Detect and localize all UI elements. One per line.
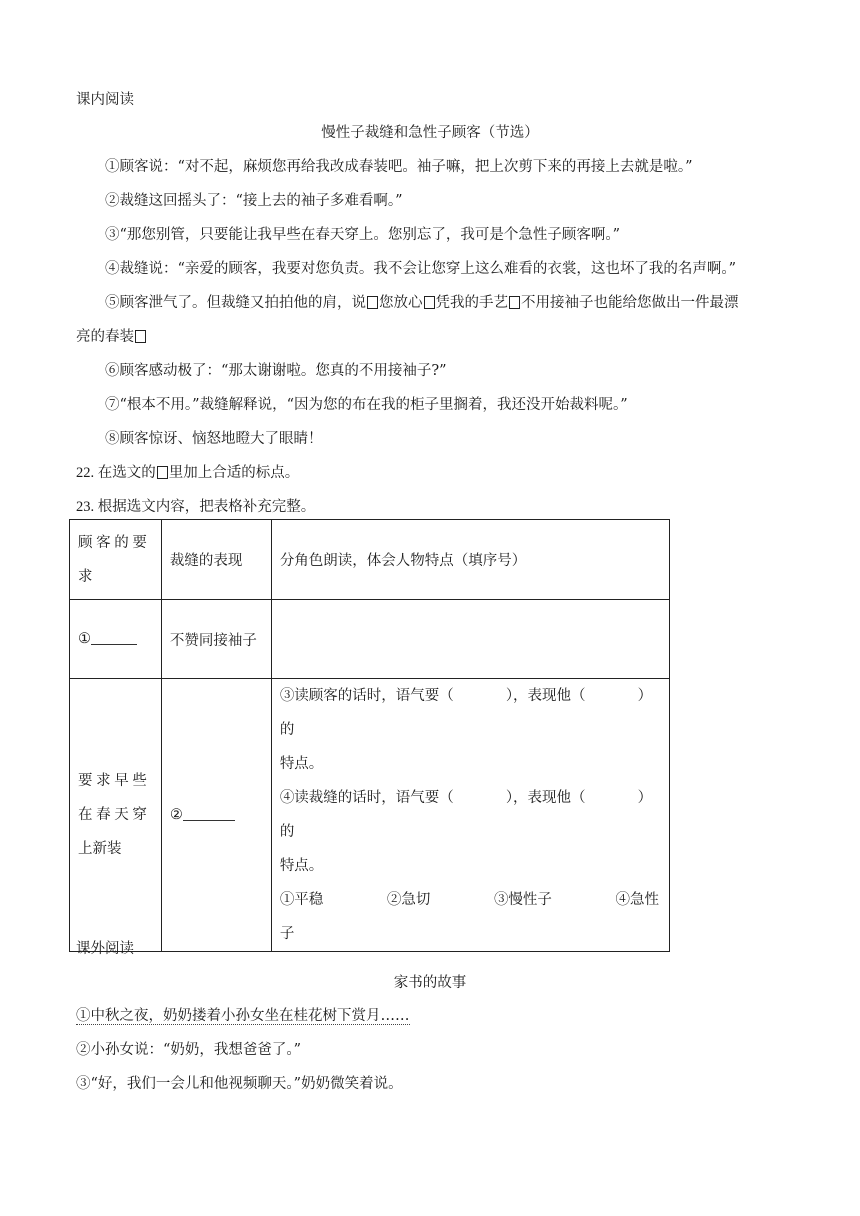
blank-box	[367, 296, 378, 309]
row2-request-cell: 要 求 早 些 在 春 天 穿 上新装	[70, 679, 162, 952]
passage-title: 慢性子裁缝和急性子顾客（节选）	[321, 125, 539, 141]
section-heading: 课内阅读	[76, 92, 134, 108]
row2-behavior-cell	[161, 679, 271, 952]
row2-marker: ②	[169, 807, 183, 823]
paragraph-2: ②小孙女说：“奶奶，我想爸爸了。”	[76, 1042, 302, 1058]
header-tailor-behavior: 裁缝的表现	[161, 520, 271, 600]
paragraph-2: ②裁缝这回摇头了：“接上去的袖子多难看啊。”	[105, 193, 403, 209]
option-2: ②急切	[386, 892, 431, 908]
option-4: ④急性	[615, 892, 659, 908]
reading-line-tailor-end: 特点。	[279, 858, 324, 874]
paragraph-7: ⑦“根本不用。”裁缝解释说，“因为您的布在我的柜子里搁着，我还没开始裁料呢。”	[105, 397, 628, 413]
row1-behavior-cell: 不赞同接袖子	[161, 600, 271, 679]
reading-line-tailor	[280, 781, 661, 849]
reading-text: ），表现他（	[505, 790, 586, 806]
underlined-sentence: ①中秋之夜，奶奶搂着小孙女坐在桂花树下赏月……	[76, 1008, 410, 1024]
paragraph-3: ③“那您别管，只要能让我早些在春天穿上。您别忘了，我可是个急性子顾客啊。”	[105, 227, 621, 243]
table-row	[70, 679, 670, 952]
paragraph-8: ⑧顾客惊讶、恼怒地瞪大了眼睛！	[105, 431, 323, 447]
paragraph-4: ④裁缝说：“亲爱的顾客，我要对您负责。我不会让您穿上这么难看的衣裳，这也坏了我的名声啊。”	[105, 261, 737, 277]
blank-box	[135, 330, 146, 343]
question-22	[76, 461, 299, 482]
paragraph-5-part-a: ⑤顾客泄气了。但裁缝又拍拍他的肩，说	[105, 295, 366, 311]
row1-reading-cell	[271, 600, 669, 679]
options-row	[280, 883, 661, 917]
paragraph-1: ①顾客说：“对不起，麻烦您再给我改成春装吧。袖子嘛，把上次剪下来的再接上去就是啦。”	[105, 159, 693, 175]
paragraph-5-part-b: 您放心	[379, 295, 423, 311]
paragraph-5	[76, 291, 739, 312]
option-1: ①平稳	[279, 892, 324, 908]
section-heading: 课外阅读	[76, 941, 134, 957]
answer-table	[69, 519, 670, 952]
option-3: ③慢性子	[493, 892, 552, 908]
passage-title: 家书的故事	[393, 975, 467, 991]
header-customer-request: 顾 客 的 要 求	[70, 520, 162, 600]
table-header-row	[70, 520, 670, 600]
reading-text: ）的	[279, 790, 653, 840]
table-row	[70, 600, 670, 679]
paragraph-1	[76, 1004, 410, 1025]
reading-text: ③读顾客的话时，语气要（	[279, 688, 454, 704]
answer-blank-1[interactable]	[91, 630, 137, 645]
question-23: 23. 根据选文内容，把表格补充完整。	[76, 499, 316, 515]
answer-blank-2[interactable]	[183, 806, 235, 821]
paragraph-5-continued	[76, 325, 147, 346]
row1-marker: ①	[78, 631, 91, 647]
header-role-reading: 分角色朗读，体会人物特点（填序号）	[271, 520, 669, 600]
blank-box	[424, 296, 435, 309]
paragraph-6: ⑥顾客感动极了：“那太谢谢啦。您真的不用接袖子?”	[105, 363, 447, 379]
options-tail: 子	[279, 926, 295, 942]
reading-line-customer	[280, 679, 661, 747]
paragraph-5-part-e: 亮的春装	[76, 329, 134, 345]
row2-reading-cell	[271, 679, 669, 952]
reading-text: ④读裁缝的话时，语气要（	[279, 790, 454, 806]
question-22-part-a: 22. 在选文的	[76, 465, 156, 481]
reading-text: ），表现他（	[505, 688, 586, 704]
paragraph-3: ③“好，我们一会儿和他视频聊天。”奶奶微笑着说。	[76, 1076, 403, 1092]
reading-line-customer-end: 特点。	[279, 756, 324, 772]
paragraph-5-part-c: 凭我的手艺	[435, 295, 508, 311]
blank-box	[157, 466, 168, 479]
question-22-part-b: 里加上合适的标点。	[168, 465, 300, 481]
paragraph-5-part-d: 不用接袖子也能给您做出一件最漂	[521, 295, 739, 311]
reading-text: ）的	[279, 688, 653, 738]
blank-box	[509, 296, 520, 309]
row1-request-cell	[70, 600, 162, 679]
